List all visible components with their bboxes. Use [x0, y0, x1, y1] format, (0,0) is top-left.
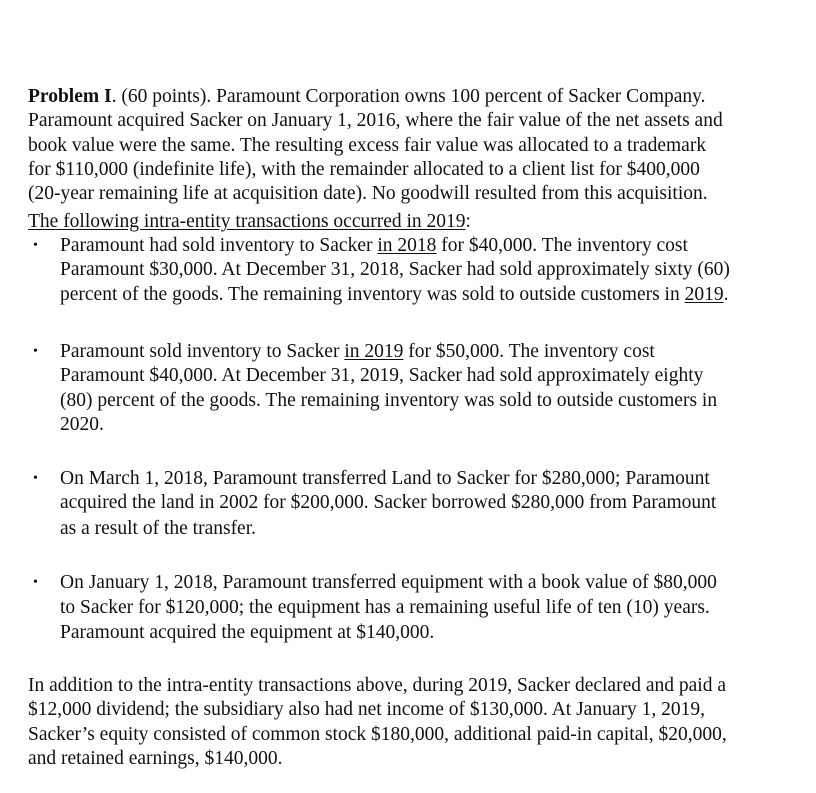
text-segment: On January 1, 2018, Paramount transferred equipment with a book value of $80,000: [60, 572, 717, 593]
text-segment: Paramount had sold inventory to Sacker: [60, 235, 378, 256]
bullet-item-line: [60, 389, 717, 413]
paragraph-line: [28, 747, 283, 771]
bullet-item-line: [60, 517, 256, 541]
paragraph-line: [28, 698, 705, 722]
text-segment: :: [465, 211, 471, 232]
problem-heading: Problem I: [28, 86, 112, 107]
paragraph-line: [28, 182, 708, 206]
bullet-icon: •: [33, 471, 38, 486]
bullet-item-line: [60, 283, 728, 307]
underlined-text: The following intra-entity transactions occurred in 2019: [28, 211, 466, 232]
underlined-text: in 2018: [377, 235, 437, 256]
text-segment: acquired the land in 2002 for $200,000. Sacker borrowed $280,000 from Paramount: [60, 492, 717, 513]
paragraph-line: [28, 85, 706, 109]
paragraph-line: [28, 210, 471, 234]
bullet-item-line: [60, 491, 716, 515]
bullet-item-line: [60, 571, 717, 595]
bullet-item-line: [60, 621, 434, 645]
text-segment: to Sacker for $120,000; the equipment has a remaining useful life of ten (10) years.: [60, 597, 710, 618]
text-segment: (80) percent of the goods. The remaining inventory was sold to outside customers in: [60, 390, 718, 411]
text-segment: Paramount acquired the equipment at $140,000.: [60, 622, 435, 643]
text-segment: Paramount acquired Sacker on January 1, 2016, where the fair value of the net assets and: [28, 110, 723, 131]
underlined-text: 2019: [684, 284, 724, 305]
paragraph-line: [28, 134, 706, 158]
bullet-icon: •: [33, 344, 38, 359]
bullet-item-line: [60, 258, 730, 282]
bullet-icon: •: [33, 238, 38, 253]
text-segment: book value were the same. The resulting excess fair value was allocated to a trademark: [28, 135, 707, 156]
bullet-item-line: [60, 467, 710, 491]
bullet-item-line: [60, 364, 703, 388]
paragraph-line: [28, 674, 726, 698]
text-segment: (20-year remaining life at acquisition date). No goodwill resulted from this acquisition.: [28, 183, 708, 204]
text-segment: percent of the goods. The remaining inventory was sold to outside customers in: [60, 284, 685, 305]
text-segment: $12,000 dividend; the subsidiary also had net income of $130,000. At January 1, 2019,: [28, 699, 705, 720]
text-segment: . (60 points). Paramount Corporation owns 100 percent of Sacker Company.: [111, 86, 706, 107]
text-segment: Paramount $30,000. At December 31, 2018, Sacker had sold approximately sixty (60): [60, 259, 730, 280]
paragraph-line: [28, 109, 723, 133]
bullet-icon: •: [33, 575, 38, 590]
text-segment: and retained earnings, $140,000.: [28, 748, 283, 769]
text-segment: for $40,000. The inventory cost: [436, 235, 688, 256]
bullet-item-line: [60, 340, 655, 364]
paragraph-line: [28, 723, 727, 747]
bullet-item-line: [60, 596, 710, 620]
text-segment: .: [723, 284, 729, 305]
text-segment: Paramount sold inventory to Sacker: [60, 341, 345, 362]
text-segment: On March 1, 2018, Paramount transferred Land to Sacker for $280,000; Paramount: [60, 468, 710, 489]
text-segment: as a result of the transfer.: [60, 518, 257, 539]
bullet-item-line: [60, 413, 104, 437]
text-segment: 2020.: [60, 414, 104, 435]
text-segment: for $110,000 (indefinite life), with the remainder allocated to a client list for $400,000: [28, 159, 700, 180]
text-segment: for $50,000. The inventory cost: [403, 341, 655, 362]
bullet-item-line: [60, 234, 688, 258]
text-segment: Paramount $40,000. At December 31, 2019, Sacker had sold approximately eighty: [60, 365, 704, 386]
paragraph-line: [28, 158, 700, 182]
text-segment: In addition to the intra-entity transactions above, during 2019, Sacker declared and paid a: [28, 675, 726, 696]
text-segment: Sacker’s equity consisted of common stock $180,000, additional paid-in capital, $20,000,: [28, 724, 727, 745]
underlined-text: in 2019: [344, 341, 404, 362]
